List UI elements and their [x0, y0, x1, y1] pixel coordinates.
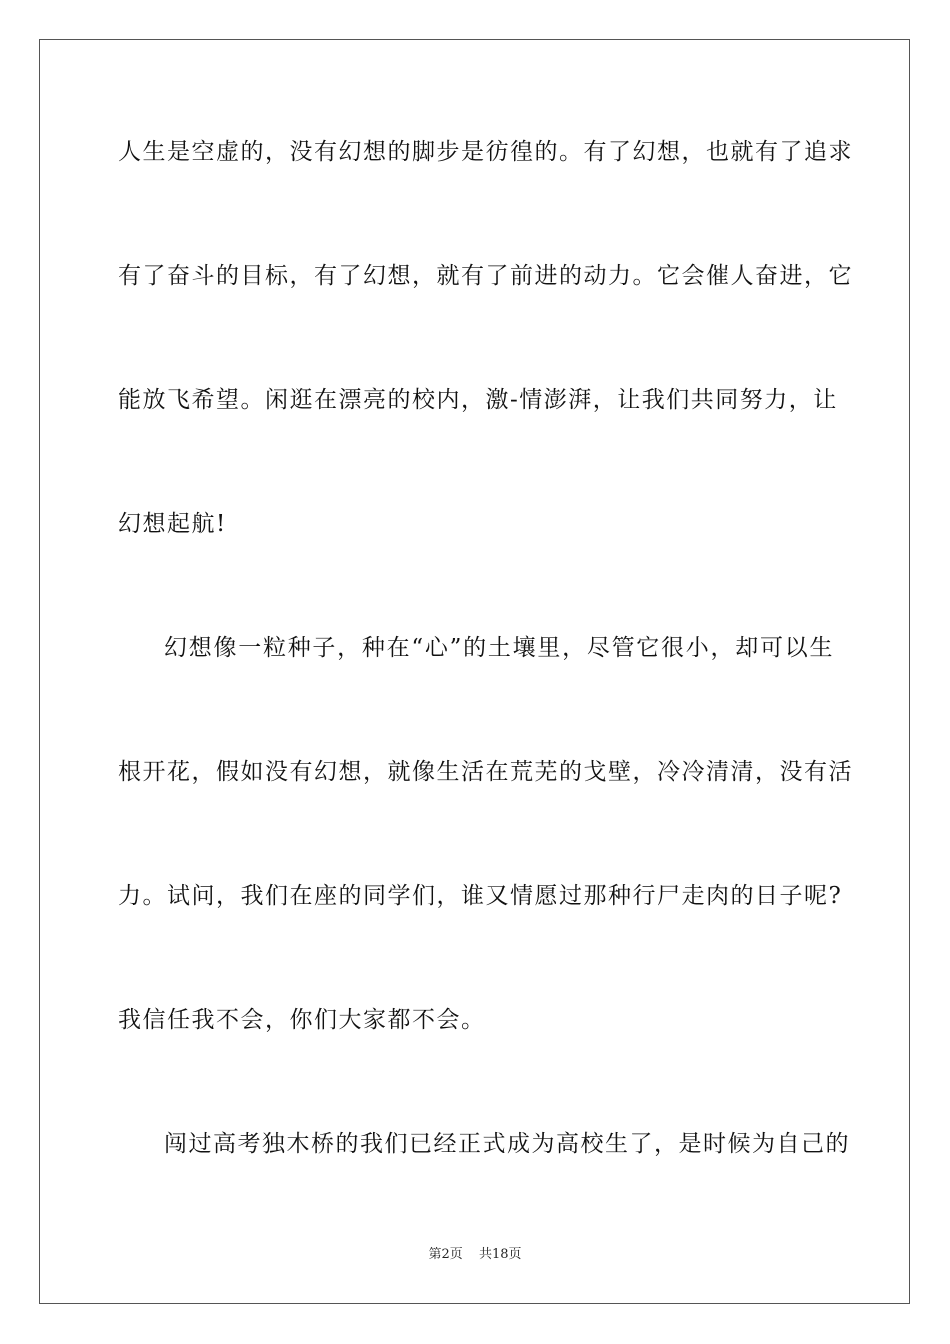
text-line: 力。试问，我们在座的同学们，谁又情愿过那种行尸走肉的日子呢?	[118, 883, 843, 909]
total-pages: 共18页	[478, 1247, 522, 1262]
text-line: 能放飞希望。闲逛在漂亮的校内，激-情澎湃，让我们共同努力，让	[118, 387, 838, 413]
page-border	[39, 39, 910, 1304]
paragraph-first-line: 幻想像一粒种子，种在“心”的土壤里，尽管它很小，却可以生	[164, 635, 834, 661]
page-number: 第2页	[428, 1247, 463, 1262]
paragraph-first-line: 闯过高考独木桥的我们已经正式成为高校生了，是时候为自己的	[164, 1131, 850, 1157]
text-line: 根开花，假如没有幻想，就像生活在荒芜的戈壁，冷冷清清，没有活	[118, 759, 853, 785]
text-line: 幻想起航!	[118, 511, 227, 537]
text-line: 人生是空虚的，没有幻想的脚步是彷徨的。有了幻想，也就有了追求	[118, 139, 853, 165]
text-line: 有了奋斗的目标，有了幻想，就有了前进的动力。它会催人奋进，它	[118, 263, 853, 289]
text-line: 我信任我不会，你们大家都不会。	[118, 1007, 486, 1033]
page-footer	[0, 1246, 950, 1264]
